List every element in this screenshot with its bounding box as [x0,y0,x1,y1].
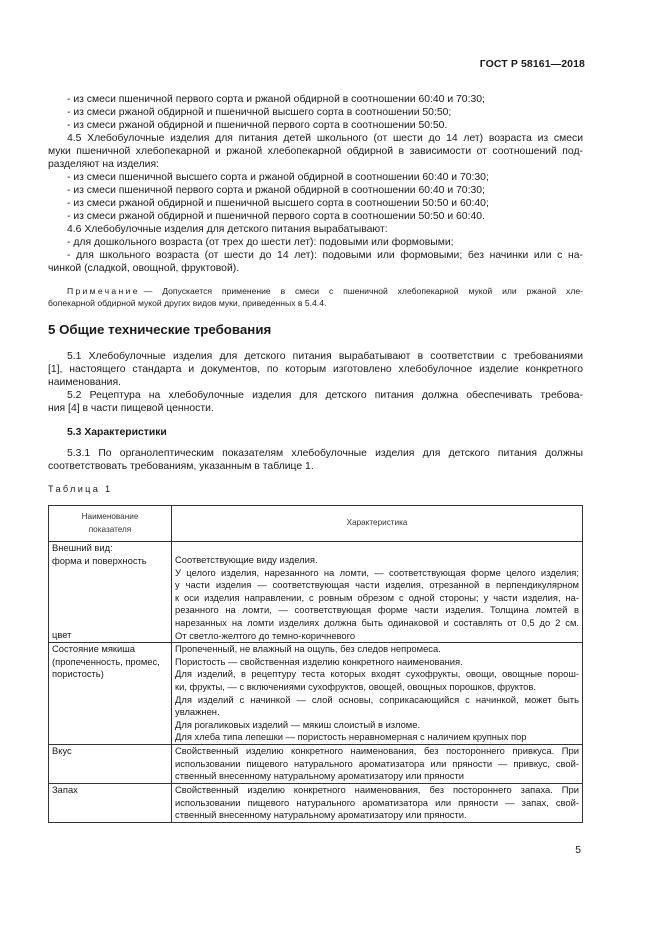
indicator-cell: Запах [49,783,172,822]
paragraph-line: [1], настоящего стандарта и документов, по которым изготовлено хлебобулочное изделие конкретного [48,364,583,375]
paragraph-line: 5.2 Рецептура на хлебобулочные изделия для детского питания должна обеспечивать требова- [67,390,583,401]
subsection-heading: 5.3 Характеристики [67,427,167,438]
paragraph-line: муки пшеничной хлебопекарной и ржаной хлебопекарной обдирной в зависимости от соотношений под- [48,146,583,157]
indicator-cell: Внешний вид: форма и поверхность цвет [49,542,172,643]
paragraph-line: наименования. [48,377,121,388]
table-row [49,744,583,783]
list-item: - из смеси ржаной обдирной и пшеничной первого сорта в соотношении 50:50. [67,120,448,131]
color-label: цвет [52,628,72,640]
page-number: 5 [575,845,581,856]
list-item: - из смеси пшеничной высшего сорта и ржаной обдирной в соотношении 60:40 и 70:30; [67,172,489,183]
table-row [49,542,583,643]
paragraph-line: 4.6 Хлебобулочные изделия для детского питания вырабатывают: [67,224,388,235]
list-item: - для дошкольного возраста (от трех до шести лет): подовыми или формовыми; [67,237,454,248]
column-header-characteristic: Характеристика [172,506,583,542]
list-item: чинкой (сладкой, овощной, фруктовой). [48,263,240,274]
note-text: — Допускается применение в смеси с пшеничной хлебопекарной мукой или ржаной хле- [143,286,583,296]
list-item: - для школьного возраста (от шести до 14 лет): подовыми или формовыми; без начинки или с на- [67,250,583,261]
characteristic-cell: Свойственный изделию конкретного наименования, без постороннего запаха. При использовании пищевого натурального ароматизатора или пряности — запах, свой- ственный внесенному натуральному ароматизатору или пряности. [172,783,583,822]
list-item: - из смеси пшеничной первого сорта и ржаной обдирной в соотношении 60:40 и 70:30; [67,94,485,105]
characteristic-cell: Соответствующие виду изделия. У целого изделия, нарезанного на ломти, — соответствующая форме целого изделия; у части изделия — соответствующая части изделия, отрезанной в перпендикулярном к оси изделия направлении, с ровным обрезом с одной стороны; у части изделия, на- резанного на ломти, — соответствующая форме части изделия. Толщина ломтей в нарезанных на ломти изделиях должна быть одинаковой и составлять от 0,5 до 2 см. От светло-желтого до темно-коричневого [172,542,583,643]
characteristics-table [48,505,583,823]
column-header-indicator: Наименование показателя [49,506,172,542]
list-item: - из смеси ржаной обдирной и пшеничной высшего сорта в соотношении 50:50 и 60:40; [67,198,489,209]
paragraph-line: соответствовать требованиям, указанным в таблице 1. [48,461,314,472]
characteristic-cell: Пропеченный, не влажный на ощупь, без следов непромеса. Пористость — свойственная изделию конкретного наименования. Для изделий, в рецептуру теста которых входят сухофрукты, овощи, овощные порош- ки, фрукты, — с включениями сухофруктов, овощей, овощных порошков, фруктов. Для изделий с начинкой — слой основы, соприкасающийся с начинкой, может быть увлажнен. Для рогаликовых изделий — мякиш слоистый в изломе. Для хлеба типа лепешки — пористость неравномерная с наличием крупных пор [172,643,583,745]
section-heading: 5 Общие технические требования [48,322,272,337]
note-line: бопекарной обдирной мукой других видов муки, приведенных в 5.4.4. [48,298,327,308]
table-row [49,643,583,745]
paragraph-line: 5.3.1 По органолептическим показателям хлебобулочные изделия для детского питания должны [67,448,583,459]
document-id: ГОСТ Р 58161—2018 [479,58,585,70]
paragraph-line: разделяют на изделия: [48,159,159,170]
indicator-cell: Вкус [49,744,172,783]
table-header-row [49,506,583,542]
indicator-cell: Состояние мякиша (пропеченность, промес, пористость) [49,643,172,745]
paragraph-line: 5.1 Хлебобулочные изделия для детского питания вырабатывают в соответствии с требованиями [67,351,583,362]
list-item: - из смеси ржаной обдирной и пшеничной первого сорта в соотношении 50:50 и 60:40. [67,211,485,222]
list-item: - из смеси ржаной обдирной и пшеничной высшего сорта в соотношении 50:50; [67,107,452,118]
note-label: Примечание [67,286,140,296]
paragraph-line: ния [4] в части пищевой ценности. [48,403,214,414]
paragraph-line: 4.5 Хлебобулочные изделия для питания детей школьного (от шести до 14 лет) возраста из смеси [67,133,583,144]
table-caption: Таблица 1 [48,484,113,494]
table-row [49,783,583,822]
list-item: - из смеси пшеничной первого сорта и ржаной обдирной в соотношении 60:40 и 70:30; [67,185,485,196]
characteristic-cell: Свойственный изделию конкретного наименования, без постороннего привкуса. При использовании пищевого натурального ароматизатора или пряности — привкус, свой- ственный внесенному натуральному ароматизатору или пряности [172,744,583,783]
